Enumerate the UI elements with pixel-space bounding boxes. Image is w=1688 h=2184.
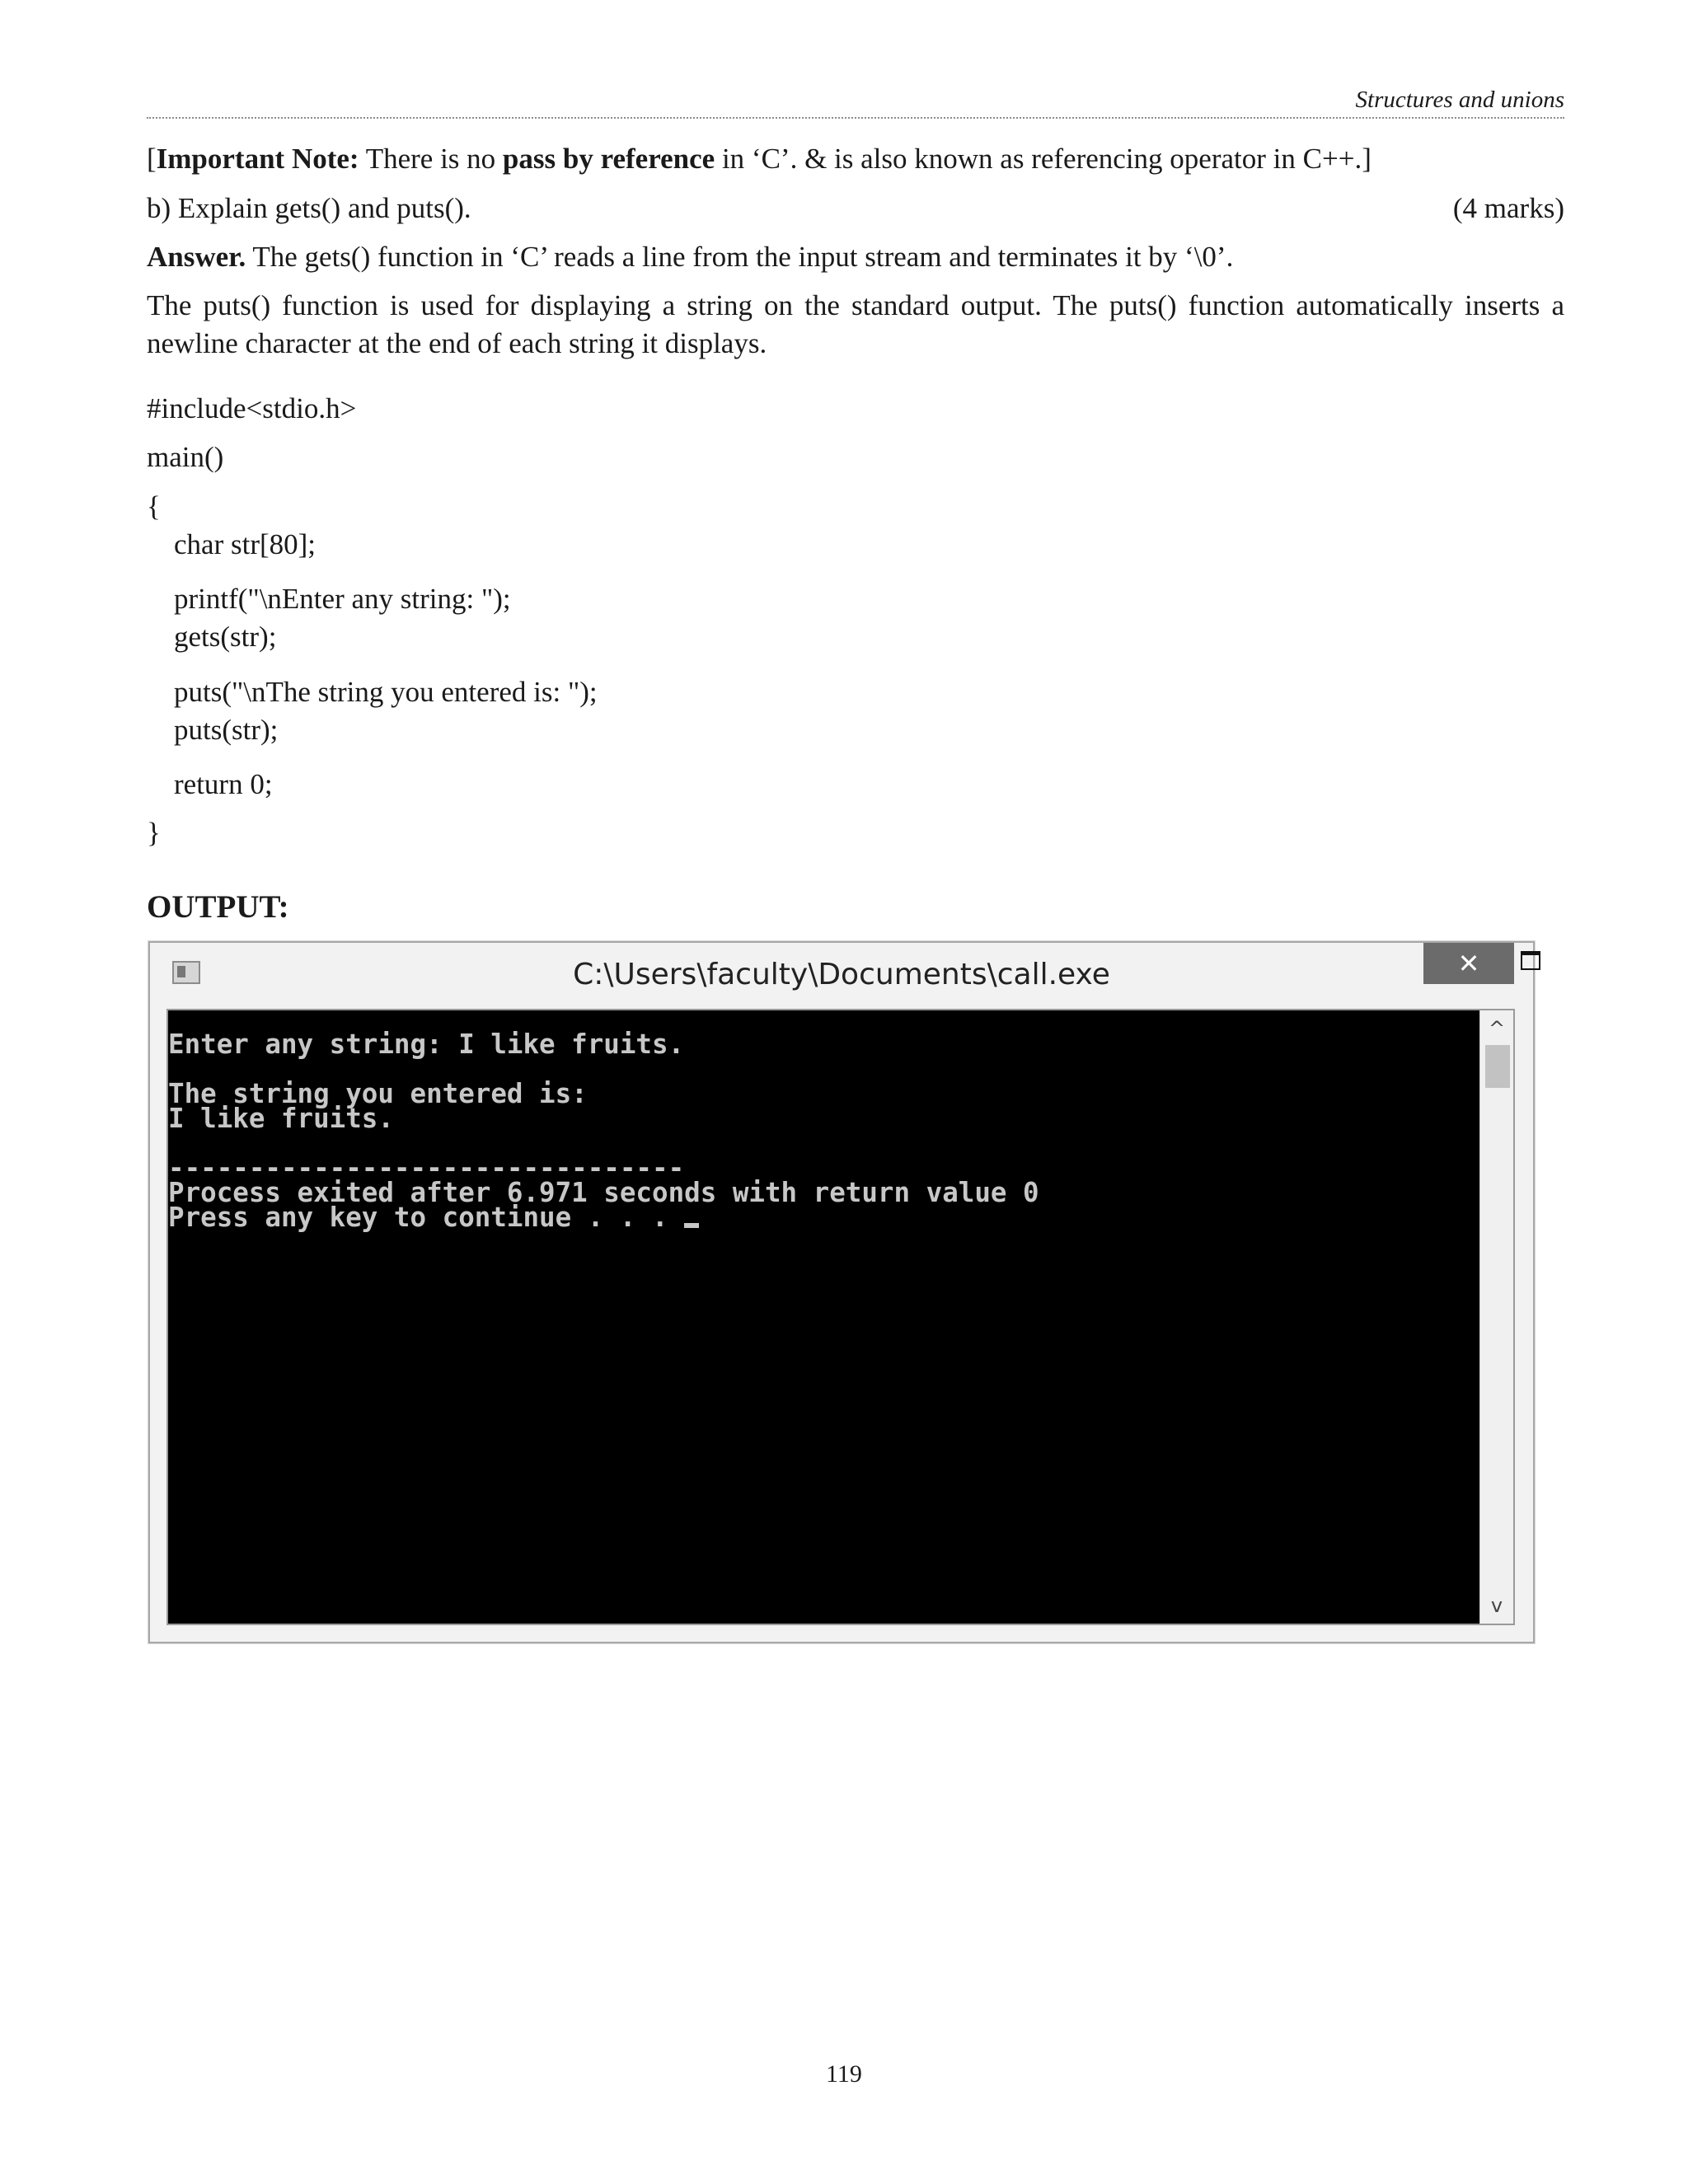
note-label: Important Note: [156, 143, 359, 175]
answer [147, 238, 1564, 276]
console-prompt-line [168, 1202, 1470, 1233]
note-text-before: There is no [359, 143, 503, 175]
code-line: { [147, 490, 161, 523]
question-text: b) Explain gets() and puts(). [147, 192, 471, 224]
console-output [168, 1029, 1470, 1233]
console-prompt-text: Press any key to continue . . . [168, 1202, 685, 1233]
answer-text: The gets() function in ‘C’ reads a line from the input stream and terminates it by ‘\0’. [246, 241, 1234, 273]
console-line: I like fruits. [168, 1103, 394, 1134]
text-cursor [684, 1223, 699, 1228]
answer-paragraph: The puts() function is used for displaying a string on the standard output. The puts() function automatically inserts a newline character at the end of each string it displays. [147, 289, 1564, 359]
code-line: puts(str); [174, 714, 279, 746]
window-title: C:\Users\faculty\Documents\call.exe [573, 958, 1110, 991]
scroll-down-arrow-icon[interactable]: v [1490, 1594, 1503, 1617]
code-line: printf("\nEnter any string: "); [174, 583, 511, 615]
code-line: } [147, 817, 161, 849]
running-title: Structures and unions [1355, 87, 1564, 113]
output-heading: OUTPUT: [147, 889, 289, 925]
window-titlebar[interactable] [150, 943, 1533, 1009]
code-line: puts("\nThe string you entered is: "); [174, 676, 598, 708]
question [147, 190, 1564, 227]
scroll-thumb[interactable] [1485, 1045, 1510, 1088]
code-line: main() [147, 441, 224, 473]
console-line: Enter any string: I like fruits. [168, 1029, 685, 1060]
console-window[interactable] [148, 941, 1535, 1643]
console-line: Process exited after 6.971 seconds with return value 0 [168, 1177, 1039, 1208]
console-line: -------------------------------- [168, 1152, 685, 1183]
code-line: return 0; [174, 768, 273, 800]
page-header [147, 84, 1564, 119]
note-bold-term: pass by reference [502, 143, 715, 175]
code-line: char str[80]; [174, 528, 316, 560]
maximize-button[interactable] [1512, 943, 1550, 984]
console-line: The string you entered is: [168, 1078, 588, 1109]
scroll-up-arrow-icon[interactable]: ^ [1488, 1017, 1506, 1040]
answer-label: Answer. [147, 241, 246, 273]
page-number: 119 [826, 2060, 862, 2088]
close-icon: ✕ [1457, 948, 1480, 979]
note-open-bracket: [ [147, 143, 157, 175]
console-client-area[interactable] [166, 1009, 1515, 1625]
code-line: #include<stdio.h> [147, 392, 357, 424]
vertical-scrollbar[interactable] [1479, 1010, 1513, 1624]
code-line: gets(str); [174, 621, 277, 653]
question-marks: (4 marks) [1452, 192, 1564, 224]
note-text-after: in ‘C’. & is also known as referencing operator in C++.] [715, 143, 1372, 175]
close-button[interactable] [1423, 943, 1514, 984]
important-note [147, 140, 1564, 178]
